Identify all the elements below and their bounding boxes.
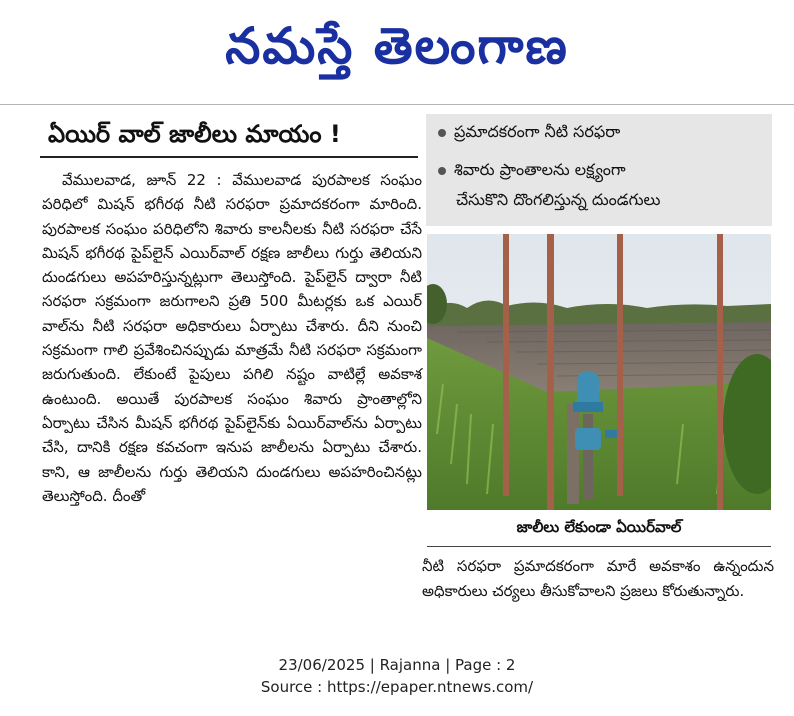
photo-air-valve-field	[427, 234, 771, 510]
masthead-divider	[0, 104, 794, 105]
newspaper-title: నమస్తే తెలంగాణ	[225, 17, 569, 75]
article-headline: ఏయిర్ వాల్ జాలీలు మాయం !	[48, 120, 341, 148]
footer-source: Source : https://epaper.ntnews.com/	[260, 678, 534, 696]
body-paragraph: నీటి సరఫరా ప్రమాదకరంగా మారే అవకాశం ఉన్నందున అధికారులు చర్యలు తీసుకోవాలని ప్రజలు కోరుతున్నారు.	[422, 557, 774, 600]
article-photo	[427, 234, 771, 510]
masthead	[0, 0, 794, 96]
photo-caption: జాలీలు లేకుండా ఏయిర్‌వాల్	[516, 518, 682, 536]
highlight-item: ప్రమాదకరంగా నీటి సరఫరా	[438, 118, 620, 146]
footer-date-edition: 23/06/2025 | Rajanna | Page : 2	[278, 656, 516, 674]
bullet-icon	[438, 129, 446, 137]
headline-divider	[40, 156, 418, 158]
highlight-item: శివారు ప్రాంతాలను లక్ష్యంగా	[438, 156, 626, 184]
highlight-item-continuation: చేసుకొని దొంగలిస్తున్న దుండగులు	[456, 190, 661, 209]
article-body-right	[422, 554, 774, 603]
bullet-icon	[438, 167, 446, 175]
caption-divider	[427, 546, 771, 547]
body-paragraph: వేములవాడ, జూన్ 22 : వేములవాడ పురపాలక సంఘం పరిధిలో మిషన్ భగీరథ నీటి సరఫరా ప్రమాదకరంగా మారింది. పురపాలక సంఘం పరిధిలోని శివారు కాలనీలకు నీటి సరఫరా చేసే మిషన్ భగీరథ పైప్‌లైన్ ఎయిర్‌వాల్ రక్షణ జాలీలు గుర్తు తెలియని దుండగులు అపహరిస్తున్నట్లుగా తెలుస్తోంది. పైప్‌లైన్ ద్వారా నీటి సరఫరా సక్రమంగా జరుగాలని ప్రతి 500 మీటర్లకు ఒక ఎయిర్ వాల్‌ను నీటి సరఫరా అధికారులు ఏర్పాటు చేశారు. దీని నుంచి సక్రమంగా గాలి ప్రవేశించినప్పుడు మాత్రమే నీటి సరఫరా సక్రమంగా జరుగుతుంది. లేకుంటే పైపులు పగిలి నష్టం వాటిల్లే అవకాశ ఉంటుంది. అయితే పురపాలక సంఘం శివారు ప్రాంతాల్లోని ఏర్పాటు చేసిన మీషన్ భగీరథ పైప్‌లైన్‌కు ఏయిర్‌వాల్‌ను ఏర్పాటు చేసి, దానికి రక్షణ కవచంగా ఇనుప జాలీలను ఏర్పాటు చేశారు. కాని, ఆ జాలీలను గుర్తు తెలియని దుండగులు అపహరించినట్లు తెలుస్తోంది. దీంతో	[42, 171, 422, 505]
article-body-left	[42, 168, 422, 508]
